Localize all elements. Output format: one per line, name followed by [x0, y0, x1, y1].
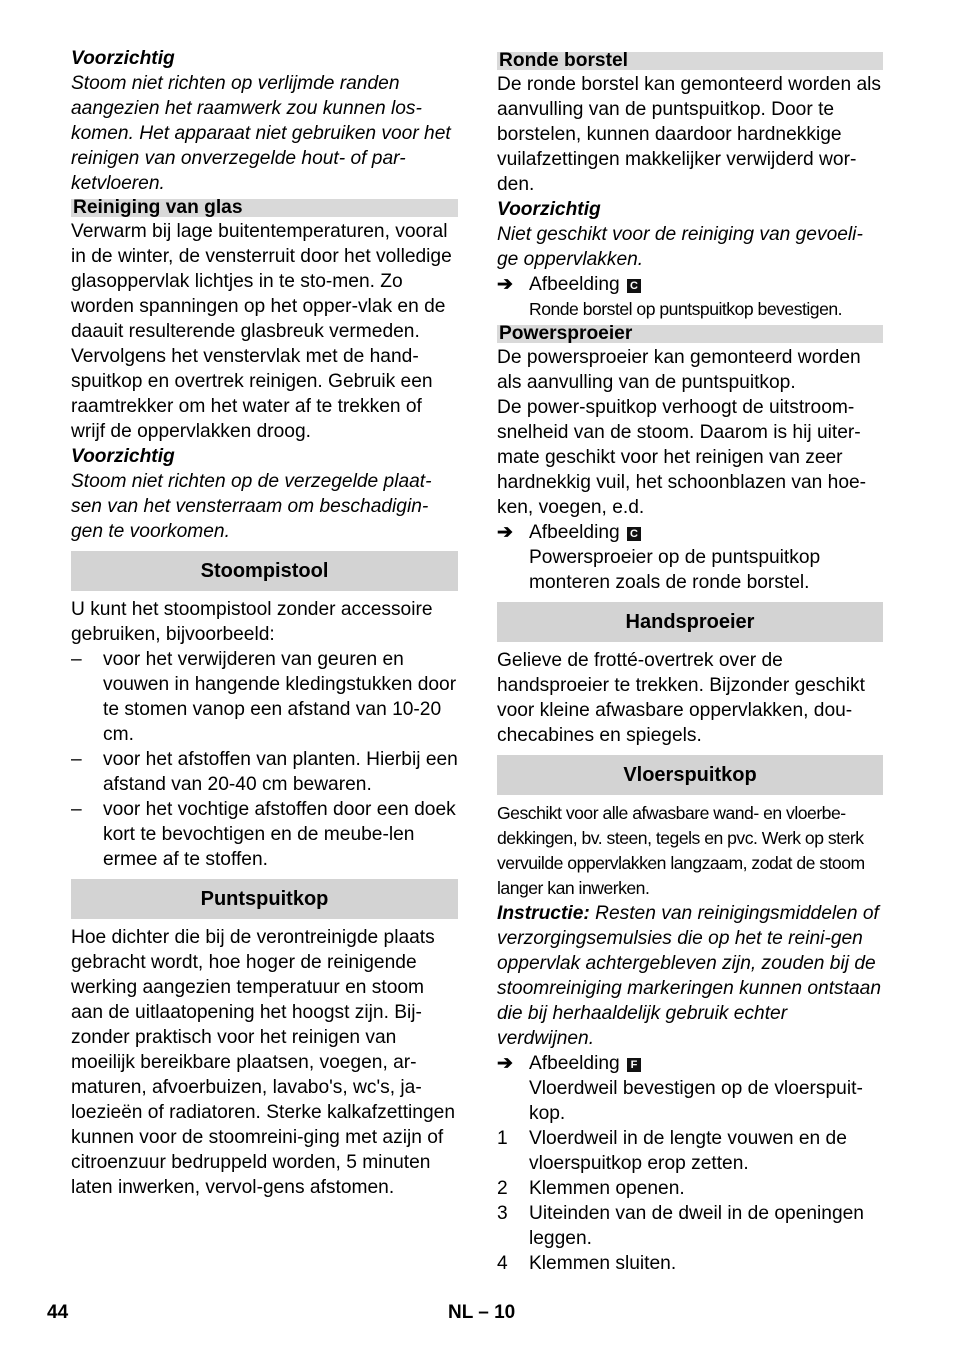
step-number: 2	[497, 1178, 508, 1199]
caution-title: Voorzichtig	[71, 48, 175, 69]
page-number: 44	[47, 1302, 69, 1323]
arrow-right-icon: ➔	[497, 274, 514, 295]
caution-title: Voorzichtig	[71, 446, 175, 467]
glass-paragraph-1: Verwarm bij lage buitentemperaturen, vooral in de winter, de vensterruit door het volledige glasoppervlak lichtjes in te sto-men. Zo worden spanningen op het opper-vlak en de daauit resulterende glasbreuk vermeden.	[71, 221, 452, 342]
brush-step: Ronde borstel op puntspuitkop bevestigen.	[529, 299, 843, 319]
list-item: – voor het verwijderen van geuren en vouwen in hangende kledingstukken door te stomen vanop een afstand van 10-20 cm.	[71, 647, 458, 747]
list-item: – voor het afstoffen van planten. Hierbij een afstand van 20-40 cm bewaren.	[71, 747, 458, 797]
list-item	[497, 1251, 883, 1276]
floor-paragraph: Geschikt voor alle afwasbare wand- en vloerbe-dekkingen, bv. steen, tegels en pvc. Werk op sterk vervuilde oppervlakken langzaam, zodat de stoom langer kan inwerken.	[497, 803, 865, 898]
caution-text: Niet geschikt voor de reiniging van gevoeli-ge oppervlakken.	[497, 224, 863, 270]
steam-list	[71, 647, 458, 872]
brush-paragraph: De ronde borstel kan gemonteerd worden als aanvulling van de puntspuitkop. Door te borstelen, kunnen daardoor hardnekkige vuilafzettingen makkelijker verwijderd wor-den.	[497, 74, 881, 195]
arrow-right-icon: ➔	[497, 1053, 514, 1074]
list-item	[497, 1176, 883, 1201]
steam-intro: U kunt het stoompistool zonder accessoire gebruiken, bijvoorbeeld:	[71, 599, 433, 645]
power-step: Powersproeier op de puntspuitkop monteren zoals de ronde borstel.	[529, 547, 821, 593]
step-number: 4	[497, 1253, 508, 1274]
section-heading-stoompistool: Stoompistool	[71, 551, 458, 591]
caution-text: Stoom niet richten op de verzegelde plaat-sen van het vensterraam om beschadigin-gen te voorkomen.	[71, 471, 432, 542]
step-text: Klemmen sluiten.	[529, 1253, 677, 1274]
step-number: 3	[497, 1203, 508, 1224]
step-text: Klemmen openen.	[529, 1178, 685, 1199]
figure-letter-badge: F	[627, 1058, 641, 1072]
caution-title: Voorzichtig	[497, 199, 601, 220]
arrow-right-icon: ➔	[497, 522, 514, 543]
figure-label: Afbeelding	[529, 522, 620, 543]
section-marker: NL – 10	[448, 1302, 516, 1323]
instruction-text: Resten van reinigingsmiddelen of verzorgingsemulsies die op het te reini-gen oppervlak achtergebleven zijn, zouden bij de stoomreiniging markeringen kunnen ontstaan die bij herhaaldelijk gebruik echter verdwijnen.	[497, 903, 881, 1049]
subheading-ronde-borstel: Ronde borstel	[497, 52, 883, 70]
section-heading-puntspuitkop: Puntspuitkop	[71, 879, 458, 919]
step-text: Uiteinden van de dweil in de openingen leggen.	[529, 1203, 864, 1249]
list-item	[497, 1201, 883, 1251]
instruction-note	[497, 901, 883, 1051]
figure-reference	[497, 520, 883, 545]
instruction-label: Instructie:	[497, 903, 590, 924]
list-item: – voor het vochtige afstoffen door een doek kort te bevochtigen en de meube-len ermee af te stoffen.	[71, 797, 458, 872]
nozzle-paragraph: Hoe dichter die bij de verontreinigde plaats gebracht wordt, hoe hoger de reinigende werking aangezien temperatuur en stoom aan de uitlaatopening het hoogst zijn. Bij-zonder praktisch voor het reinigen van moeilijk bereikbare plaatsen, voegen, ar-maturen, afvoerbuizen, lavabo's, wc's, ja-loezieën of radiatoren. Sterke kalkafzettingen kunnen voor de stoomreini-ging met azijn of citroenzuur bedruppeld worden, 5 minuten laten inwerken, vervol-gens afstomen.	[71, 927, 455, 1198]
power-paragraph-2: De power-spuitkop verhoogt de uitstroom-snelheid van de stoom. Daarom is hij uiter-mate geschikt voor het reinigen van zeer hardnekkig vuil, het schoonblazen van hoe-ken, voegen, e.d.	[497, 397, 867, 518]
figure-letter-badge: C	[627, 527, 641, 541]
hand-paragraph: Gelieve de frotté-overtrek over de handsproeier te trekken. Bijzonder geschikt voor kleine afwasbare oppervlakken, dou-checabines en spiegels.	[497, 650, 865, 746]
right-column	[497, 46, 883, 1276]
step-text: Vloerdweil in de lengte vouwen en de vloerspuitkop erop zetten.	[529, 1128, 847, 1174]
figure-reference	[497, 1051, 883, 1076]
subheading-glass: Reiniging van glas	[71, 199, 458, 217]
subheading-powersproeier: Powersproeier	[497, 325, 883, 343]
figure-label: Afbeelding	[529, 274, 620, 295]
figure-label: Afbeelding	[529, 1053, 620, 1074]
figure-letter-badge: C	[627, 279, 641, 293]
floor-step: Vloerdweil bevestigen op de vloerspuit-kop.	[529, 1078, 863, 1124]
section-heading-handsproeier: Handsproeier	[497, 602, 883, 642]
list-item	[497, 1126, 883, 1176]
left-column	[71, 46, 458, 1200]
section-heading-vloerspuitkop: Vloerspuitkop	[497, 755, 883, 795]
figure-reference	[497, 272, 883, 297]
glass-paragraph-2: Vervolgens het venstervlak met de hand-spuitkop en overtrek reinigen. Gebruik een raamtrekker om het water af te trekken of wrijf de oppervlakken droog.	[71, 346, 433, 442]
power-paragraph-1: De powersproeier kan gemonteerd worden als aanvulling van de puntspuitkop.	[497, 347, 861, 393]
floor-steps-list	[497, 1126, 883, 1276]
caution-text: Stoom niet richten op verlijmde randen aangezien het raamwerk zou kunnen los-komen. Het apparaat niet gebruiken voor het reinigen van onverzegelde hout- of par-ketvloeren.	[71, 73, 451, 194]
step-number: 1	[497, 1128, 508, 1149]
